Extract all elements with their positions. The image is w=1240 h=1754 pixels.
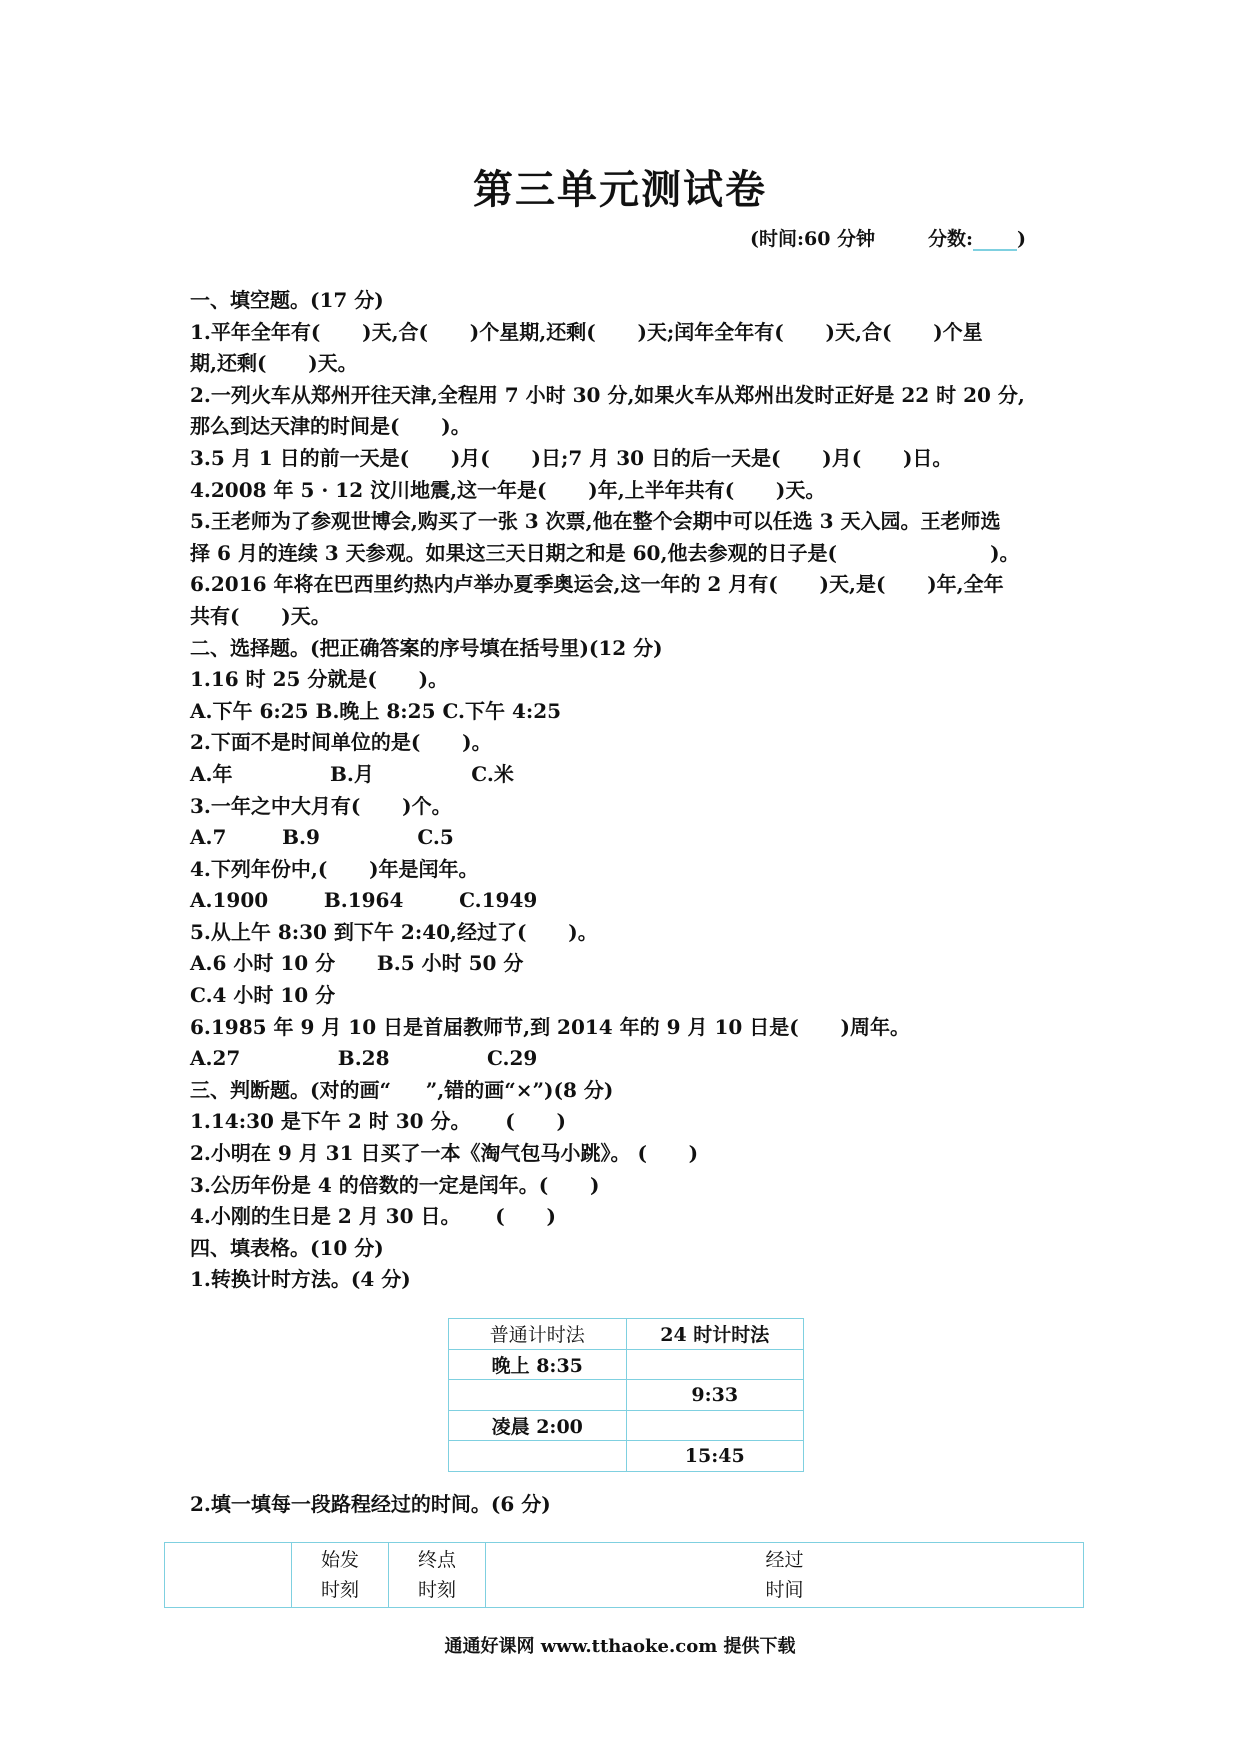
text-line: 3.公历年份是 4 的倍数的一定是闰年。( ) (190, 1172, 600, 1197)
text-line: 共有( )天。 (190, 603, 331, 628)
text-line: 5.从上午 8:30 到下午 2:40,经过了( )。 (190, 919, 598, 944)
text-line: 3.一年之中大月有( )个。 (190, 793, 452, 818)
text-line: 1.平年全年有( )天,合( )个星期,还剩( )天;闰年全年有( )天,合( )个星 (190, 319, 983, 344)
time-limit: (时间:60 分钟 (750, 228, 876, 250)
table-corner-cell (165, 1543, 292, 1608)
table-row (449, 1349, 804, 1380)
table-cell: 凌晨 2:00 (449, 1410, 627, 1441)
text-line: 二、选择题。(把正确答案的序号填在括号里)(12 分) (190, 635, 663, 660)
text-line: 择 6 月的连续 3 天参观。如果这三天日期之和是 60,他去参观的日子是( )。 (190, 540, 1020, 565)
table-row (449, 1441, 804, 1472)
text-line: 1.转换计时方法。(4 分) (190, 1267, 411, 1292)
header-line: 经过 (765, 1549, 804, 1571)
score-close: ) (1017, 228, 1026, 250)
header-line: 时刻 (320, 1579, 359, 1601)
table-cell: 15:45 (626, 1441, 804, 1472)
score-blank[interactable] (973, 231, 1017, 251)
text-line: 4.小刚的生日是 2 月 30 日。 ( ) (190, 1204, 556, 1229)
text-line: 4.下列年份中,( )年是闰年。 (190, 856, 479, 881)
text-line: C.4 小时 10 分 (190, 983, 336, 1008)
text-line: 2.小明在 9 月 31 日买了一本《淘气包马小跳》。 ( ) (190, 1141, 699, 1166)
table-cell[interactable] (626, 1410, 804, 1441)
text-line: 4.2008 年 5 · 12 汶川地震,这一年是( )年,上半年共有( )天。 (190, 477, 826, 502)
header-line: 时刻 (417, 1579, 456, 1601)
time-conversion-table (448, 1318, 804, 1472)
table-header-cell (486, 1543, 1084, 1608)
table-row (449, 1380, 804, 1411)
table-cell: 晚上 8:35 (449, 1349, 627, 1380)
table-row (449, 1410, 804, 1441)
table-cell[interactable] (626, 1349, 804, 1380)
table-header-row (449, 1319, 804, 1350)
text-line: A.年 B.月 C.米 (190, 761, 514, 786)
table-cell[interactable] (449, 1380, 627, 1411)
text-line: A.1900 B.1964 C.1949 (190, 888, 538, 913)
section-label: 2.填一填每一段路程经过的时间。(6 分) (190, 1492, 551, 1516)
question-body (190, 285, 1070, 1296)
text-line: A.6 小时 10 分 B.5 小时 50 分 (190, 951, 524, 976)
header-line: 始发 (320, 1549, 359, 1571)
text-line: 5.王老师为了参观世博会,购买了一张 3 次票,他在整个会期中可以任选 3 天入园。王老师选 (190, 509, 1001, 534)
text-line: A.27 B.28 C.29 (190, 1046, 538, 1071)
route-time-table (164, 1542, 1084, 1608)
text-line: A.下午 6:25 B.晚上 8:25 C.下午 4:25 (190, 698, 562, 723)
text-line: 3.5 月 1 日的前一天是( )月( )日;7 月 30 日的后一天是( )月( )日。 (190, 445, 953, 470)
score-label: 分数: (927, 228, 973, 250)
table-header-cell: 普通计时法 (449, 1319, 627, 1350)
table-header-cell (292, 1543, 389, 1608)
table-header-cell: 24 时计时法 (626, 1319, 804, 1350)
text-line: 1.14:30 是下午 2 时 30 分。 ( ) (190, 1109, 567, 1134)
table-cell: 9:33 (626, 1380, 804, 1411)
text-line: 2.一列火车从郑州开往天津,全程用 7 小时 30 分,如果火车从郑州出发时正好是 22 时 20 分, (190, 382, 1025, 407)
text-line: 一、填空题。(17 分) (190, 288, 384, 312)
text-line: 6.2016 年将在巴西里约热内卢举办夏季奥运会,这一年的 2 月有( )天,是( )年,全年 (190, 572, 1004, 597)
text-line: 四、填表格。(10 分) (190, 1235, 384, 1260)
table-cell[interactable] (449, 1441, 627, 1472)
text-line: 1.16 时 25 分就是( )。 (190, 667, 449, 692)
exam-info (750, 224, 1026, 251)
page-title: 第三单元测试卷 (473, 167, 767, 213)
table-header-cell (389, 1543, 486, 1608)
text-line: 那么到达天津的时间是( )。 (190, 414, 471, 439)
text-line: 期,还剩( )天。 (190, 351, 358, 376)
header-line: 时间 (765, 1579, 804, 1601)
text-line: 三、判断题。(对的画“ ”,错的画“×”)(8 分) (190, 1077, 614, 1102)
header-line: 终点 (417, 1549, 456, 1571)
footer-source: 通通好课网 www.tthaoke.com 提供下载 (444, 1636, 796, 1657)
table-header-row (165, 1543, 1084, 1608)
text-line: 2.下面不是时间单位的是( )。 (190, 730, 492, 755)
text-line: 6.1985 年 9 月 10 日是首届教师节,到 2014 年的 9 月 10 日是( )周年。 (190, 1014, 910, 1039)
text-line: A.7 B.9 C.5 (190, 825, 454, 850)
